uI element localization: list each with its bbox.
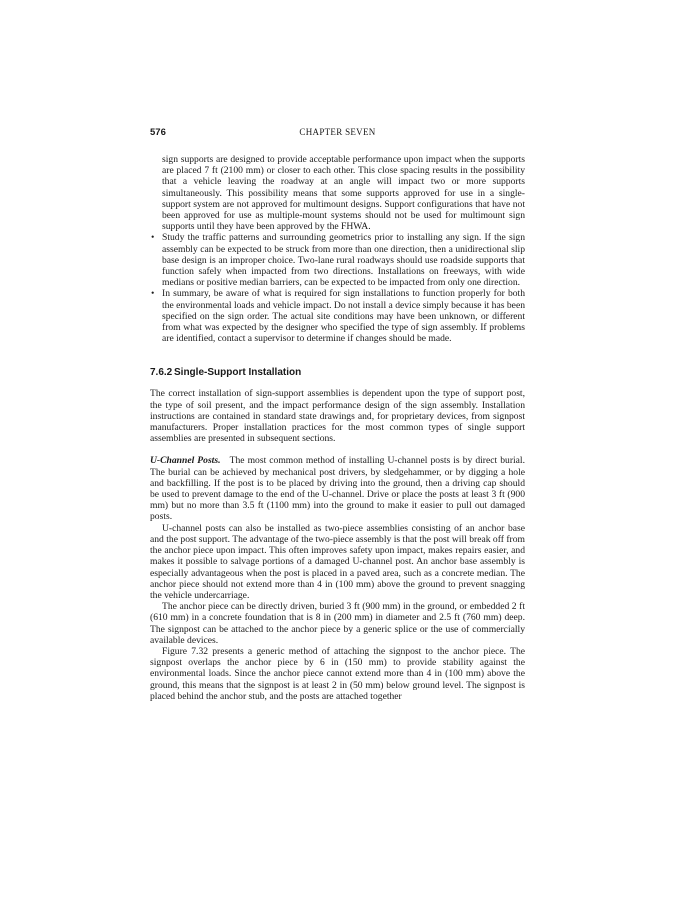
bullet-icon: • [151, 232, 155, 244]
u-channel-paragraph-1 [150, 455, 525, 522]
chapter-title: CHAPTER SEVEN [299, 127, 376, 137]
page-number: 576 [150, 127, 166, 138]
bullet-icon: • [151, 288, 155, 300]
run-in-heading: U-Channel Posts. [150, 455, 221, 467]
bullet-text: In summary, be aware of what is required for sign installations to function properly for both the environmental loads and vehicle impact. Do not install a device simply because it has been specified on the sign order. The actual site conditions may have been unknown, or different from what was expected by the designer who specified the type of sign assembly. If problems are identified, contact a supervisor to determine if changes should be made. [162, 288, 525, 345]
bullet-list [150, 232, 525, 344]
continuation-paragraph: sign supports are designed to provide acceptable performance upon impact when the supports are placed 7 ft (2100 mm) or closer to each other. This close spacing results in the possibility that a vehicle leaving the roadway at an angle will impact two or more supports simultaneously. This possibility means that some supports approved for use in a single-support system are not approved for multimount designs. Support configurations that have not been approved for use as multiple-mount systems should not be used for multimount sign supports until they have been approved by the FHWA. [162, 154, 525, 233]
bullet-item-summary [150, 288, 525, 344]
u-channel-paragraph-4: Figure 7.32 presents a generic method of attaching the signpost to the anchor piece. The signpost overlaps the anchor piece by 6 in (150 mm) to provide stability against the environmental loads. Since the anchor piece cannot extend more than 4 in (100 mm) above the ground, this means that the signpost is at least 2 in (50 mm) below ground level. The signpost is placed behind the anchor stub, and the posts are attached together [150, 645, 525, 702]
intro-paragraph: The correct installation of sign-support assemblies is dependent upon the type of support post, the type of soil present, and the impact performance design of the sign assembly. Installation instructions are contained in standard state drawings and, for proprietary devices, from signpost manufacturers. Proper installation practices for the most common types of single support assemblies are presented in subsequent sections. [150, 388, 525, 445]
running-header [150, 127, 525, 141]
paragraph-gap [150, 444, 525, 455]
bullet-item-traffic-patterns [150, 232, 525, 288]
u-channel-paragraph-3: The anchor piece can be directly driven, buried 3 ft (900 mm) in the ground, or embedded 2 ft (610 mm) in a concrete foundation that is 8 in (200 mm) in diameter and 2.5 ft (760 mm) deep. The signpost can be attached to the anchor piece by a generic splice or the use of commercially available devices. [150, 601, 525, 646]
bullet-text: Study the traffic patterns and surrounding geometrics prior to installing any sign. If the sign assembly can be expected to be struck from more than one direction, then a unidirectional slip base design is an improper choice. Two-lane rural roadways should use roadside supports that function safely when impacted from two directions. Installations on freeways, with wide medians or positive median barriers, can be expected to be impacted from only one direction. [162, 232, 525, 289]
u-channel-paragraph-2: U-channel posts can also be installed as two-piece assemblies consisting of an anchor base and the post support. The advantage of the two-piece assembly is that the post will break off from the anchor piece upon impact. This often improves safety upon impact, makes repairs easier, and makes it possible to salvage portions of a damaged U-channel post. An anchor base assembly is especially advantageous when the post is placed in a paved area, such as a concrete median. The anchor piece should not extend more than 4 in (100 mm) above the ground to prevent snagging the vehicle undercarriage. [150, 522, 525, 601]
u-channel-paragraph-1-text: The most common method of installing U-channel posts is by direct burial. The burial can be achieved by mechanical post drivers, by sledgehammer, or by digging a hole and backfilling. If the post is to be placed by driving into the ground, then a driving cap should be used to prevent damage to the end of the U-channel. Drive or place the posts at least 3 ft (900 mm) but no more than 3.5 ft (1100 mm) into the ground to make it easier to pull out damaged posts. [150, 455, 526, 523]
body-text [150, 154, 525, 702]
section-number: 7.6.2 [150, 367, 173, 379]
section-heading [150, 367, 525, 379]
section-title: Single-Support Installation [174, 367, 302, 379]
